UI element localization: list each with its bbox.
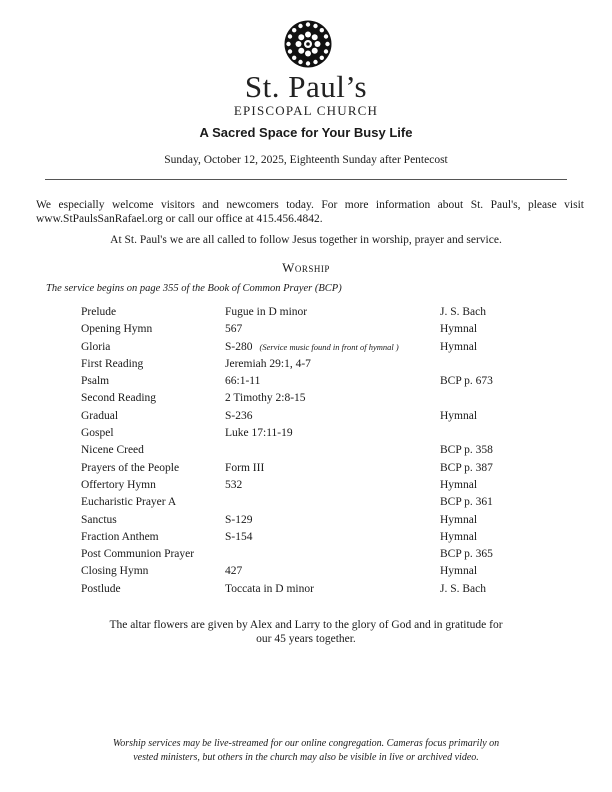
service-item-name: Prayers of the People <box>81 461 180 474</box>
service-item-reference: BCP p. 673 <box>440 375 493 388</box>
service-item-detail <box>225 305 307 319</box>
service-item-name: Postlude <box>81 582 121 595</box>
service-item-detail-text: S-280 <box>225 340 253 353</box>
service-item-detail <box>225 340 399 354</box>
livestream-notice <box>0 737 612 765</box>
service-item-reference: Hymnal <box>440 340 478 353</box>
service-item-detail-text: 2 Timothy 2:8-15 <box>225 392 306 405</box>
welcome-line: We especially welcome visitors and newcomers today. For more information about St. Paul's, please visit <box>36 199 584 211</box>
welcome-line: www.StPaulsSanRafael.org or call our office at 415.456.4842. <box>36 213 323 225</box>
service-item-reference: Hymnal <box>440 478 478 491</box>
service-date: Sunday, October 12, 2025, Eighteenth Sunday after Pentecost <box>164 154 448 166</box>
service-item-name: Offertory Hymn <box>81 478 156 491</box>
service-item-detail <box>225 478 242 492</box>
service-item-detail <box>225 391 306 405</box>
footer-line: Worship services may be live-streamed for our online congregation. Cameras focus primarily on <box>112 738 500 749</box>
mission-statement: At St. Paul's we are all called to follow Jesus together in worship, prayer and service. <box>110 234 502 246</box>
service-item <box>81 391 561 408</box>
service-item <box>81 530 561 547</box>
altar-flowers-note <box>0 618 612 646</box>
service-item-reference: BCP p. 387 <box>440 461 493 474</box>
service-item <box>81 547 561 564</box>
service-item-detail-text: Form III <box>225 461 265 474</box>
service-item-detail <box>225 530 252 544</box>
service-item-detail-text: S-236 <box>225 409 253 422</box>
service-item-reference: BCP p. 365 <box>440 548 493 561</box>
service-item-name: Eucharistic Prayer A <box>81 496 177 509</box>
welcome-paragraph <box>36 198 584 226</box>
header-divider <box>45 179 567 180</box>
service-item <box>81 495 561 512</box>
service-item-detail <box>225 564 242 578</box>
service-item-name: Gloria <box>81 340 111 353</box>
service-item-name: Closing Hymn <box>81 565 149 578</box>
service-item-name: Nicene Creed <box>81 444 144 457</box>
service-item <box>81 582 561 599</box>
rose-window-icon <box>284 20 332 68</box>
service-item-reference: Hymnal <box>440 513 478 526</box>
service-item-reference: BCP p. 358 <box>440 444 493 457</box>
service-item-name: First Reading <box>81 357 144 370</box>
service-item-reference: Hymnal <box>440 530 478 543</box>
tagline: A Sacred Space for Your Busy Life <box>199 125 413 140</box>
service-item-detail <box>225 582 314 596</box>
service-item-name: Gradual <box>81 409 119 422</box>
service-item <box>81 305 561 322</box>
service-item-name: Sanctus <box>81 513 117 526</box>
service-item-name: Opening Hymn <box>81 323 153 336</box>
flowers-line: The altar flowers are given by Alex and Larry to the glory of God and in gratitude for <box>109 619 503 631</box>
service-item-reference: J. S. Bach <box>440 582 486 595</box>
service-item-detail-text: Fugue in D minor <box>225 306 308 318</box>
service-music-note: (Service music found in front of hymnal ) <box>259 341 399 352</box>
service-item-name: Psalm <box>81 375 110 388</box>
service-item <box>81 443 561 460</box>
service-item-detail-text: 427 <box>225 565 243 578</box>
service-item-name: Fraction Anthem <box>81 530 159 543</box>
order-of-service <box>81 305 561 599</box>
service-item-detail-text: 532 <box>225 478 243 491</box>
service-item <box>81 357 561 374</box>
service-item-detail <box>225 409 252 423</box>
service-item-detail-text: S-154 <box>225 530 253 543</box>
service-item-name: Post Communion Prayer <box>81 548 195 561</box>
service-item <box>81 322 561 339</box>
service-item-name: Gospel <box>81 427 114 440</box>
service-item-detail-text: 66:1-11 <box>225 375 261 388</box>
church-name: St. Paul’s <box>244 69 368 104</box>
service-item <box>81 426 561 443</box>
service-item-detail <box>225 322 242 336</box>
service-item-name: Prelude <box>81 306 117 318</box>
service-item-detail <box>225 513 252 527</box>
service-item <box>81 374 561 391</box>
service-item-detail-text: S-129 <box>225 513 253 526</box>
service-item-detail-text: Jeremiah 29:1, 4-7 <box>225 357 311 370</box>
service-item-reference: Hymnal <box>440 323 478 336</box>
service-item <box>81 409 561 426</box>
service-item-detail <box>225 461 264 475</box>
service-item-detail <box>225 357 311 371</box>
service-item <box>81 478 561 495</box>
service-item <box>81 461 561 478</box>
service-item <box>81 513 561 530</box>
church-subtitle: EPISCOPAL CHURCH <box>233 103 379 118</box>
flowers-line: our 45 years together. <box>256 633 356 645</box>
footer-line: vested ministers, but others in the church may also be visible in live or archived video. <box>133 752 479 763</box>
service-item-detail-text: 567 <box>225 323 243 336</box>
service-item-detail <box>225 426 293 440</box>
service-item-detail-text: Luke 17:11-19 <box>225 427 293 440</box>
service-item <box>81 564 561 581</box>
service-item-name: Second Reading <box>81 392 157 405</box>
service-item-reference: BCP p. 361 <box>440 496 493 509</box>
service-item-reference: J. S. Bach <box>440 306 486 318</box>
bcp-note: The service begins on page 355 of the Book of Common Prayer (BCP) <box>46 283 342 294</box>
service-item-reference: Hymnal <box>440 565 478 578</box>
service-item-detail-text: Toccata in D minor <box>225 582 314 595</box>
worship-heading: Worship <box>282 260 330 275</box>
service-item <box>81 340 561 357</box>
service-item-reference: Hymnal <box>440 409 478 422</box>
service-item-detail <box>225 374 260 388</box>
